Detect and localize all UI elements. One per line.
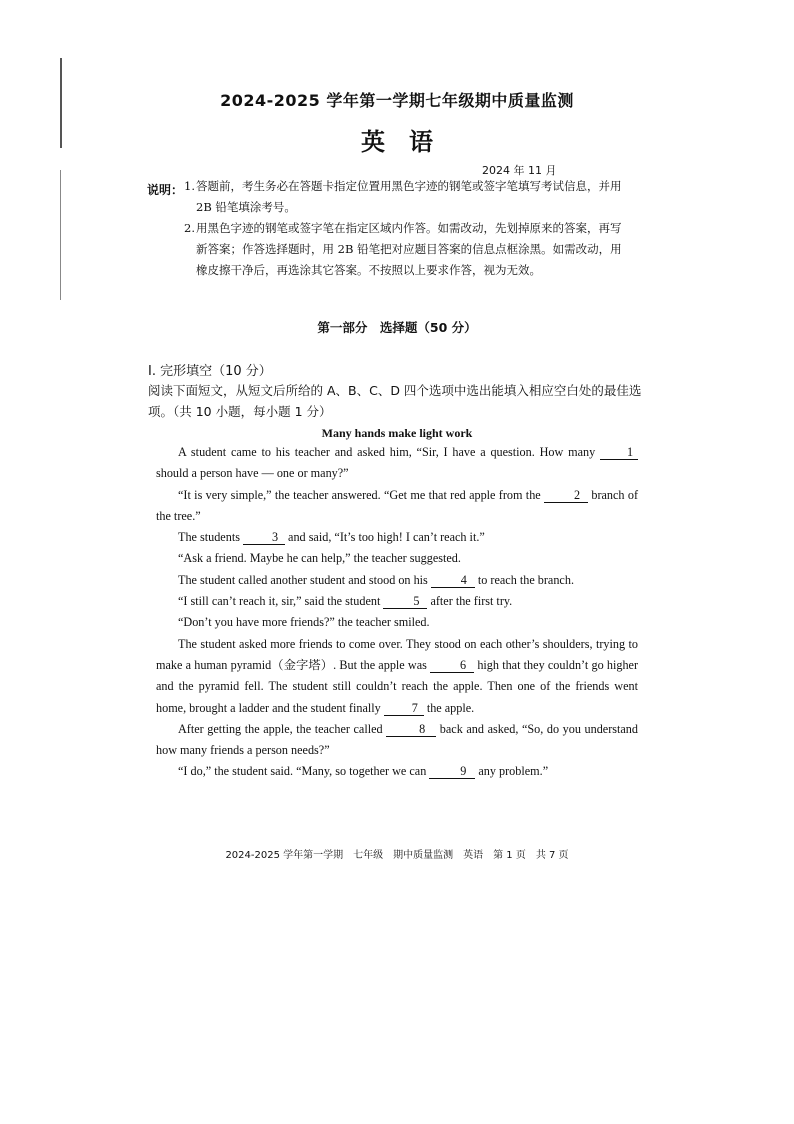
directions-text: 阅读下面短文，从短文后所给的 A、B、C、D 四个选项中选出能填入相应空白处的最佳选项。（共 10 小题，每小题 1 分） [148,383,642,419]
passage-paragraph [156,719,638,762]
passage-text: “Don’t you have more friends?” the teacher smiled. [178,615,430,630]
passage-text: the apple. [426,700,475,715]
blank-4: 4 [431,574,475,588]
passage-text: The student called another student and stood on his [178,572,428,587]
passage-paragraph [156,442,638,485]
cloze-passage [156,442,638,783]
blank-9: 9 [429,765,475,779]
instruction-item [184,218,626,281]
passage-text: any problem.” [478,764,549,779]
passage-text: A student came to his teacher and asked him, “Sir, I have a question. How many [178,445,596,459]
passage-paragraph [156,761,638,782]
passage-paragraph [156,634,638,719]
blank-1: 1 [600,446,638,460]
instruction-number: 2. [184,221,195,235]
passage-text: and said, “It’s too high! I can’t reach it.” [288,530,485,545]
passage-text: branch of the tree.” [156,487,638,523]
passage-text: “It is very simple,” the teacher answered. “Get me that red apple from the [178,487,541,502]
instruction-item [184,176,626,218]
instruction-text: 答题前，考生务必在答题卡指定位置用黑色字迹的钢笔或签字笔填写考试信息，并用 2B 铅笔填涂考号。 [196,179,622,214]
passage-text: “I still can’t reach it, sir,” said the student [178,594,381,609]
exam-date: 2024 年 11 月 [482,164,557,177]
binding-margin-line [60,170,61,300]
passage-text: After getting the apple, the teacher called [178,721,383,736]
section-title: 第一部分 选择题（50 分） [317,320,477,335]
blank-8: 8 [386,723,436,737]
passage-text: The student asked more friends to come over. They stood on each other’s shoulders, trying to make a human pyramid（金字塔）. But the apple was [156,636,638,672]
exam-title: 2024-2025 学年第一学期七年级期中质量监测 [220,91,574,110]
blank-5: 5 [383,595,427,609]
passage-paragraph [156,485,638,528]
passage-paragraph [156,591,638,612]
blank-6: 6 [430,659,474,673]
passage-text: should a person have — one or many?” [156,466,349,481]
passage-paragraph [156,612,638,633]
passage-paragraph [156,548,638,569]
passage-text: to reach the branch. [477,572,574,587]
blank-3: 3 [243,531,285,545]
passage-paragraph [156,527,638,548]
passage-text: The students [178,530,240,545]
passage-text: high that they couldn’t go higher and the pyramid fell. The student still couldn’t reach the apple. Then one of the friends went home, brought a ladder and the student finally [156,657,639,715]
passage-text: “I do,” the student said. “Many, so together we can [178,764,427,779]
subject-title: 英 语 [361,128,433,156]
passage-text: after the first try. [430,594,513,609]
passage-text: “Ask a friend. Maybe he can help,” the teacher suggested. [178,551,461,566]
instruction-text: 用黑色字迹的钢笔或签字笔在指定区域内作答。如需改动，先划掉原来的答案，再写新答案；作答选择题时，用 2B 铅笔把对应题目答案的信息点框涂黑。如需改动，用橡皮擦干净后，再选涂其它答案。不按照以上要求作答，视为无效。 [196,221,622,277]
blank-7: 7 [384,702,424,716]
passage-text: back and asked, “So, do you understand how many friends a person needs?” [156,721,638,758]
passage-paragraph [156,570,638,591]
instructions-label: 说明： [147,183,184,197]
page-footer: 2024-2025 学年第一学期 七年级 期中质量监测 英语 第 1 页 共 7 页 [225,850,569,861]
instruction-number: 1. [184,179,195,193]
passage-title: Many hands make light work [321,426,473,440]
part-title: I. 完形填空（10 分） [148,364,272,379]
blank-2: 2 [544,489,588,503]
